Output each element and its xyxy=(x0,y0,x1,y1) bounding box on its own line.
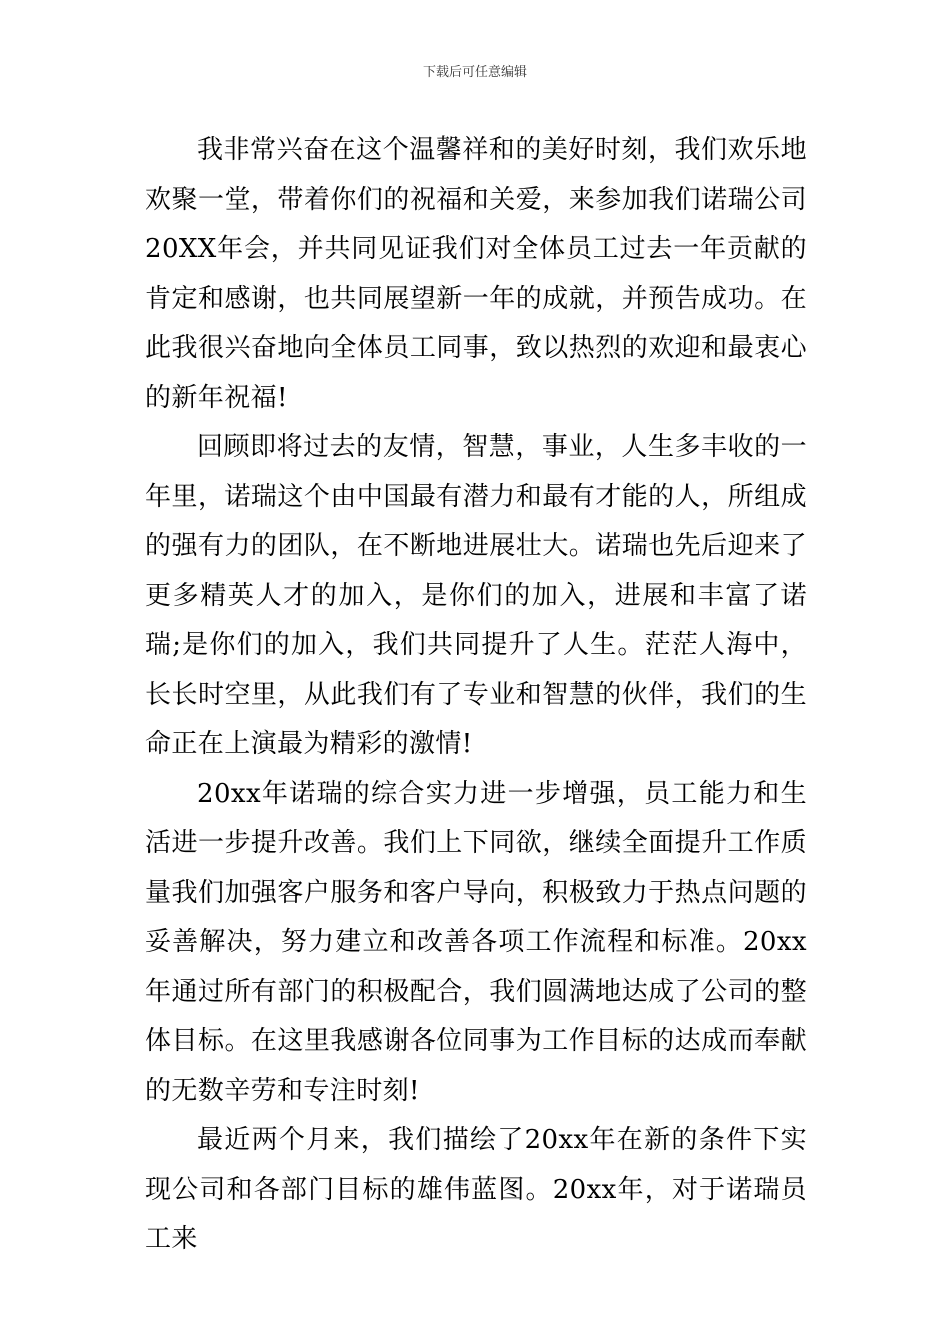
paragraph-review: 回顾即将过去的友情，智慧，事业，人生多丰收的一年里，诺瑞这个由中国最有潜力和最有才能的人，所组成的强有力的团队，在不断地进展壮大。诺瑞也先后迎来了更多精英人才的加入，是你们的加入，进展和丰富了诺瑞;是你们的加入，我们共同提升了人生。茫茫人海中，长长时空里，从此我们有了专业和智慧的伙伴，我们的生命正在上演最为精彩的激情! xyxy=(145,432,807,759)
paragraph-achievements: 20xx年诺瑞的综合实力进一步增强，员工能力和生活进一步提升改善。我们上下同欲，继续全面提升工作质量我们加强客户服务和客户导向，积极致力于热点问题的妥善解决，努力建立和改善各项工作流程和标准。20xx年通过所有部门的积极配合，我们圆满地达成了公司的整体目标。在这里我感谢各位同事为工作目标的达成而奉献的无数辛劳和专注时刻! xyxy=(145,778,807,1106)
page-header-note: 下载后可任意编辑 xyxy=(422,65,527,80)
paragraph-welcome: 我非常兴奋在这个温馨祥和的美好时刻，我们欢乐地欢聚一堂，带着你们的祝福和关爱，来参加我们诺瑞公司20XX年会，并共同见证我们对全体员工过去一年贡献的肯定和感谢，也共同展望新一年的成就，并预告成功。在此我很兴奋地向全体员工同事，致以热烈的欢迎和最衷心的新年祝福! xyxy=(145,135,807,413)
document-body xyxy=(145,126,807,1265)
paragraph-outlook: 最近两个月来，我们描绘了20xx年在新的条件下实现公司和各部门目标的雄伟蓝图。20xx年，对于诺瑞员工来 xyxy=(145,1125,807,1254)
